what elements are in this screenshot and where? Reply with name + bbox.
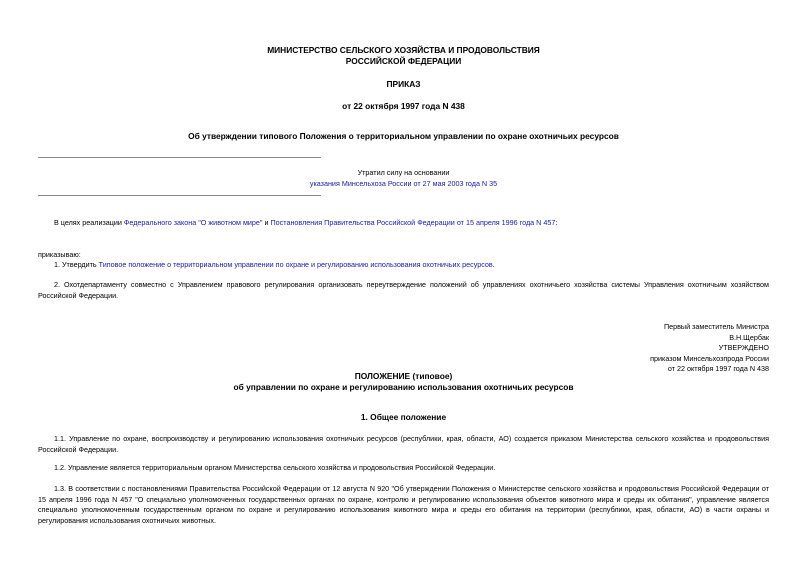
federal-law-link[interactable]: Федерального закона "О животном мире" [123, 218, 263, 227]
approval-line-3: от 22 октября 1997 года N 438 [667, 364, 769, 373]
divider-bottom [38, 195, 321, 196]
order-word: приказываю: [38, 250, 81, 259]
ministry-line-1: МИНИСТЕРСТВО СЕЛЬСКОГО ХОЗЯЙСТВА И ПРОДОВОЛЬСТВИЯ [267, 45, 540, 55]
status-note-text: Утратил силу на основании [357, 168, 450, 177]
item-1 [38, 260, 769, 271]
ministry-header [0, 45, 807, 66]
regulation-title-1: ПОЛОЖЕНИЕ (типовое) [354, 371, 453, 381]
signature-name: В.Н.Щербак [729, 332, 769, 342]
doc-type: ПРИКАЗ [386, 79, 421, 89]
doc-title: Об утверждении типового Положения о территориальном управлении по охране охотничьих ресурсов [188, 131, 619, 141]
approval-line-2: приказом Минсельхозпрода России [650, 353, 769, 363]
section-1-heading: 1. Общее положение [360, 412, 447, 422]
government-decree-link[interactable]: Постановления Правительства Российской Федерации от 15 апреля 1996 года N 457 [270, 218, 556, 227]
ministry-line-2: РОССИЙСКОЙ ФЕДЕРАЦИИ [345, 55, 462, 66]
item-1-suffix: . [492, 260, 495, 269]
signature-position: Первый заместитель Министра [663, 322, 769, 331]
item-1-prefix: 1. Утвердить [54, 260, 99, 269]
signature-block [650, 322, 769, 375]
doc-date: от 22 октября 1997 года N 438 [342, 101, 465, 111]
paragraph-1-2: 1.2. Управление является территориальным органом Министерства сельского хозяйства и продовольствия Российской Федерации. [54, 463, 496, 472]
approval-line-1: УТВЕРЖДЕНО [718, 343, 769, 352]
regulation-link[interactable]: Типовое положение о территориальном управлении по охране и регулированию использования охотничьих ресурсов [98, 260, 493, 269]
status-note-link[interactable]: указания Минсельхоза России от 27 мая 2003 года N 35 [309, 178, 498, 188]
paragraph-1-1: 1.1. Управление по охране, воспроизводству и регулированию использования охотничьих ресурсов (республики, края, области, АО) создается приказом Министерства сельского хозяйства и продовольствия Российской Федерации. [38, 434, 769, 454]
preamble-suffix: : [555, 218, 558, 227]
regulation-title-2: об управлении по охране и регулированию использования охотничьих ресурсов [233, 382, 574, 392]
status-note [300, 168, 507, 189]
item-2: 2. Охотдепартаменту совместно с Управлением правового регулирования организовать переутверждение положений об управлениях охотничьего хозяйства системы Управления охотничьим хозяйством Российской Федерации. [38, 280, 769, 300]
paragraph-1-3: 1.3. В соответствии с постановлениями Правительства Российской Федерации от 12 августа N 920 "Об утверждении Положения о Министерстве сельского хозяйства и продовольствия Российской Федерации от 15 апреля 1996 года N 457 "О специально уполномоченных государственных органах по охране, контролю и регулированию использования объектов животного мира и среды их обитания", управление является специально уполномоченным государственным органом по охране и регулированию использования животного мира и среды его обитания на территории (республики, края, области, АО) в части охраны и регулирования использования охотничьих животных. [38, 484, 769, 525]
preamble-paragraph [38, 218, 769, 229]
preamble-middle: и [262, 218, 271, 227]
divider-top [38, 157, 321, 158]
preamble-prefix: В целях реализации [54, 218, 124, 227]
